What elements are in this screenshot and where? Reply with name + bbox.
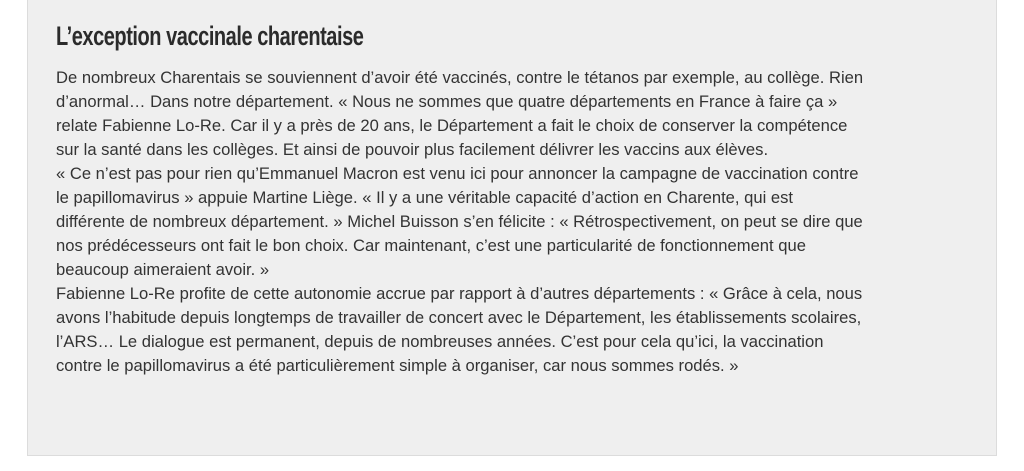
paragraph-line: avons l’habitude depuis longtemps de travailler de concert avec le Département, les établissements scolaires, [56,308,862,327]
paragraph-line: nos prédécesseurs ont fait le bon choix. Car maintenant, c’est une particularité de fonctionnement que [56,236,806,255]
paragraph-line: Fabienne Lo-Re profite de cette autonomie accrue par rapport à d’autres départements : « Grâce à cela, nous [56,284,863,303]
article-title: L’exception vaccinale charentaise [56,21,364,51]
paragraph-line: d’anormal… Dans notre département. « Nous ne sommes que quatre départements en France à faire ça » [56,92,838,111]
paragraph-line: contre le papillomavirus a été particulièrement simple à organiser, car nous sommes rodés. » [56,356,739,375]
paragraph-line: beaucoup aimeraient avoir. » [56,260,270,279]
paragraph-3 [56,282,974,378]
paragraph-2 [56,162,974,282]
paragraph-line: l’ARS… Le dialogue est permanent, depuis de nombreuses années. C’est pour cela qu’ici, la vaccination [56,332,824,351]
article-body [56,66,974,378]
paragraph-1 [56,66,974,162]
paragraph-line: sur la santé dans les collèges. Et ainsi de pouvoir plus facilement délivrer les vaccins aux élèves. [56,140,769,159]
paragraph-line: relate Fabienne Lo-Re. Car il y a près de 20 ans, le Département a fait le choix de conserver la compétence [56,116,848,135]
paragraph-line: le papillomavirus » appuie Martine Liège. « Il y a une véritable capacité d’action en Charente, qui est [56,188,794,207]
paragraph-line: « Ce n’est pas pour rien qu’Emmanuel Macron est venu ici pour annoncer la campagne de vaccination contre [56,164,859,183]
article-box [27,0,997,456]
paragraph-line: De nombreux Charentais se souviennent d’avoir été vaccinés, contre le tétanos par exemple, au collège. Rien [56,68,864,87]
paragraph-line: différente de nombreux département. » Michel Buisson s’en félicite : « Rétrospectivement, on peut se dire que [56,212,863,231]
page-edge [1014,0,1024,471]
